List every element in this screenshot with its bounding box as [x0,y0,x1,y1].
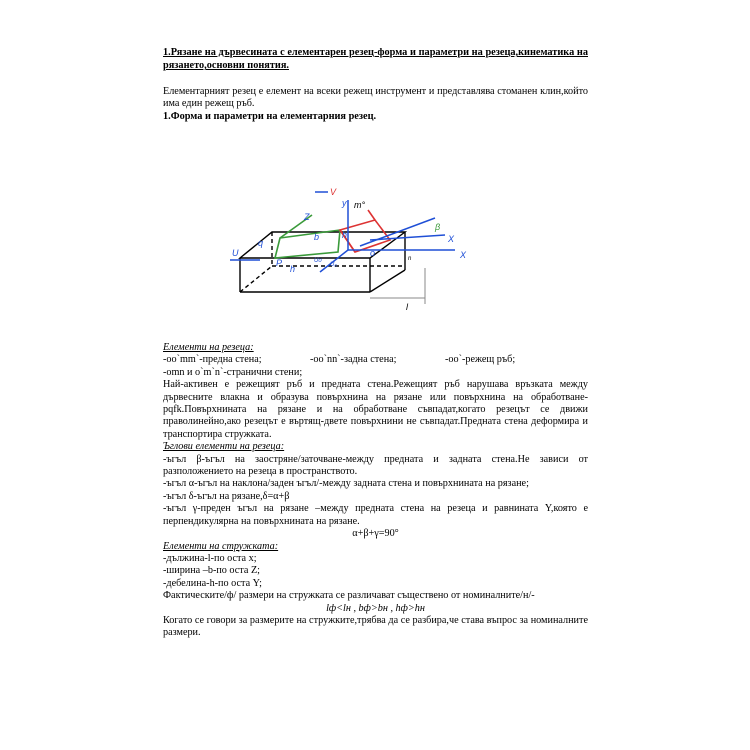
angles-title: Ъглови елементи на резеца: [163,441,285,453]
section-heading: 1.Форма и параметри на елементарния резец. [163,110,377,122]
angle-beta: -ъгъл β-ъгъл на заостряне/заточване-между предната и задната стена.Не зависи от разположението на резеца в пространството. [163,453,588,478]
label-l: l [406,302,408,312]
label-b: b [314,232,320,242]
label-x2: X [460,250,467,260]
label-y: y [342,198,347,208]
paragraph-active-edge: Най-активен е режещият ръб и предната стена.Режещият ръб нарушава връзката между дървесните влакна и образува повърхнина на рязане или повърхнина на обработване-pqfk.Повърхнината на рязане и на обработване съвпадат,когато резецът се движи праволинейно,ако резецът е въртящ-двете повърхнини не съвпадат.Предната стена деформира и транспортира стружката. [163,379,588,440]
label-v: V [330,187,337,197]
intro-paragraph: Елементарният резец е елемент на всеки режещ инструмент и представлява стоманен клин,който има един режещ ръб. [163,86,588,110]
label-o: o [370,248,376,258]
label-uo2: U₀ [330,262,337,268]
chip-length: -дължина-l-по оста x; [163,552,257,564]
label-h: h [342,230,348,240]
element-cutting-edge: -oo`-режещ ръб; [445,354,516,366]
label-m: m° [354,200,366,210]
angle-delta: -ъгъл δ-ъгъл на рязане,δ=α+β [163,490,290,502]
elements-title: Елементи на резеца: [163,342,254,353]
document-body [163,342,588,640]
angle-formula: α+β+γ=90° [352,528,399,540]
chip-width: -ширина –b-по оста Z; [163,565,260,577]
elements-side-walls: -omn и o`m`n`-странични стени; [163,366,303,378]
fact-formula: lф<lн , bф>bн , hф>hн [326,602,425,614]
label-p: P [276,258,283,268]
angle-alpha: -ъгъл α-ъгъл на наклона/заден ъгъл/-между задната стена и повърхнината на рязане; [163,478,529,490]
workpiece-block [240,232,405,292]
element-front-wall: -oo`mm`-предна стена; [163,354,262,366]
label-x: X [448,234,455,244]
angle-gamma: -ъгъл γ-преден ъгъл на рязане –между предната стена на резеца и равнината Y,която е перпендикулярна на повърхнината на рязане. [163,503,588,527]
element-back-wall: -oo`nn`-задна стена; [310,354,397,366]
document-title: 1.Рязане на дървесината с елементарен резец-форма и параметри на резеца,кинематика на рязането,основни понятия. [163,47,588,71]
document-page [163,46,588,123]
cutter-diagram [220,180,480,320]
label-beta: β [435,222,441,232]
label-uo: Uo [314,258,322,264]
label-z: Z [304,212,310,222]
label-h2: h [290,264,296,274]
chip-title: Елементи на стружката: [163,540,279,552]
chip-thickness: -дебелина-h-по оста Y; [163,577,262,589]
label-n: n [408,256,412,262]
label-q: q [258,238,264,248]
closing-paragraph: Когато се говори за размерите на стружките,трябва да се разбира,че става въпрос за номиналните размери. [163,614,588,639]
elements-row [163,354,588,366]
fact-sentence: Фактическите/ф/ размери на стружката се различават съществено от номиналните/н/- [163,590,535,602]
label-u: U [232,248,239,258]
